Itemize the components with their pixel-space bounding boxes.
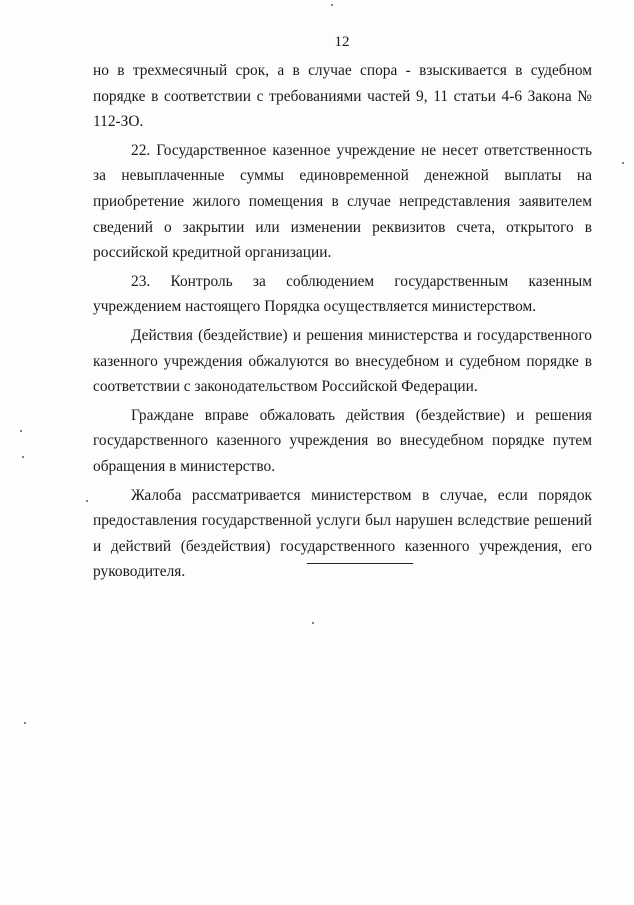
page-number: 12: [334, 34, 350, 50]
paragraph-appeal-procedure: Действия (бездействие) и решения министерства и государственного казенного учреждения обжалуются во внесудебном и судебном порядке в соответствии с законодательством Российской Федерации.: [93, 326, 592, 396]
end-separator-line: [307, 563, 413, 564]
scan-speck: [86, 500, 88, 502]
scan-speck: [24, 722, 26, 724]
paragraph-continuation: но в трехмесячный срок, а в случае спора - взыскивается в судебном порядке в соответствии с требованиями частей 9, 11 статьи 4-6 Закона № 112-ЗО.: [93, 62, 592, 131]
paragraph-item-22: 22. Государственное казенное учреждение не несет ответственность за невыплаченные суммы единовременной денежной выплаты на приобретение жилого помещения в случае непредставления заявителем сведений о закрытии или изменении реквизитов счета, открытого в российской кредитной организации.: [93, 141, 592, 262]
paragraph-citizens-right: Граждане вправе обжаловать действия (бездействие) и решения государственного казенного учреждения во внесудебном порядке путем обращения в министерство.: [93, 406, 592, 475]
paragraph-complaint-review: Жалоба рассматривается министерством в случае, если порядок предоставления государственной услуги был нарушен вследствие решений и действий (бездействия) государственного казенного учреждения, его руководителя.: [93, 486, 592, 581]
scan-speck: [622, 162, 624, 164]
scan-speck: [331, 4, 333, 6]
scan-speck: [20, 430, 22, 432]
scan-speck: [22, 456, 24, 458]
scan-speck: [312, 622, 314, 624]
document-body: [93, 58, 592, 588]
paragraph-item-23: 23. Контроль за соблюдением государственным казенным учреждением настоящего Порядка осуществляется министерством.: [93, 272, 592, 316]
